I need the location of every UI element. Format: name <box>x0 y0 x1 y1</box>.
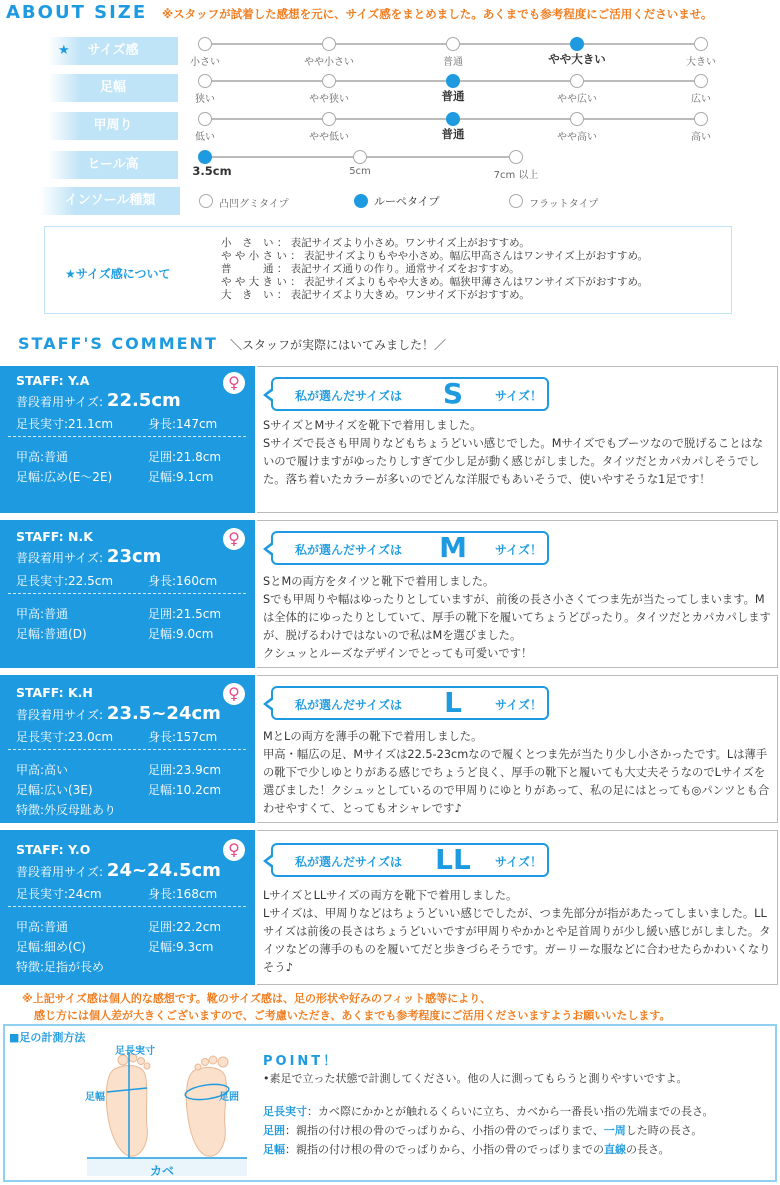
staff-name: STAFF: Y.O <box>16 842 91 857</box>
height: 身長:147cm <box>148 417 218 431</box>
female-icon: ♀ <box>223 372 245 394</box>
chosen-size: M <box>439 531 467 564</box>
usual-size: 普段着用サイズ: 23.5~24cm <box>16 703 221 724</box>
point-text: •素足で立った状態で計測してください。他の人に測ってもらうと測りやすいですよ。 <box>263 1072 688 1085</box>
row-label-instep: 甲周り <box>48 112 178 140</box>
point-title: POINT！ <box>263 1054 340 1069</box>
chosen-size: LL <box>435 843 471 876</box>
scale-dot-selected <box>446 112 460 126</box>
insole-option-dot <box>199 194 213 208</box>
height: 身長:160cm <box>148 574 218 588</box>
chosen-size-bubble: 私が選んだサイズは S サイズ！ <box>271 377 549 411</box>
row-label-size: ★ サイズ感 <box>48 37 178 65</box>
staff-comment-title: STAFF'S COMMENT <box>18 334 218 353</box>
disclaimer: ※上記サイズ感は個人的な感想です。靴のサイズ感は、足の形状や好みのフィット感等により、 感じ方には個人差が大きくございますので、ご考慮いただき、あくまでも参考程度にご活用くださいますようお願いいたします。 <box>22 992 671 1022</box>
foot-width-label: 足幅 <box>85 1092 105 1103</box>
scale-dot <box>446 37 460 51</box>
legend-line: 普 通 ： 表記サイズ通りの作り。通常サイズをおすすめ。 <box>221 263 520 275</box>
scale-dot <box>570 112 584 126</box>
row-label-insole: インソール種類 <box>40 187 180 215</box>
scale-dot <box>570 74 584 88</box>
usual-size: 普段着用サイズ: 22.5cm <box>16 390 181 411</box>
insole-option-label-selected: ルーペタイプ <box>374 195 440 208</box>
measure-title: ■足の計測方法 <box>9 1031 86 1044</box>
divider <box>8 593 246 594</box>
chosen-size-bubble: 私が選んだサイズは L サイズ！ <box>271 686 549 720</box>
scale-dot <box>322 37 336 51</box>
divider <box>8 906 246 907</box>
chosen-size-bubble: 私が選んだサイズは M サイズ！ <box>271 531 549 565</box>
scale-dot <box>694 37 708 51</box>
tick-label: 低い <box>195 132 215 143</box>
foot-length: 足長実寸:23.0cm <box>16 730 114 744</box>
female-icon: ♀ <box>223 839 245 861</box>
divider <box>8 436 246 437</box>
staff-card-3: STAFF: K.H ♀ 普段着用サイズ: 23.5~24cm 足長実寸:23.0cm 身長:157cm 甲高:高い 足囲:23.9cm 足幅:広い(3E) 足幅:10.2cm 特徴:外反母趾あり <box>0 675 255 823</box>
staff-comment-3 <box>257 675 778 823</box>
height: 身長:168cm <box>148 887 218 901</box>
tick-label: 広い <box>691 94 711 105</box>
scale-dot <box>694 74 708 88</box>
tick-label: やや狭い <box>309 94 349 105</box>
scale-dot-selected <box>446 74 460 88</box>
tick-label-selected: 普通 <box>441 127 465 141</box>
scale-dot <box>353 150 367 164</box>
chosen-size-bubble: 私が選んだサイズは LL サイズ！ <box>271 843 549 877</box>
chosen-size: L <box>444 686 462 719</box>
scale-dot-selected <box>570 37 584 51</box>
foot-length: 足長実寸:22.5cm <box>16 574 114 588</box>
legend-label: ★サイズ感について <box>65 267 171 281</box>
staff-card-1: STAFF: Y.A ♀ 普段着用サイズ: 22.5cm 足長実寸:21.1cm 身長:147cm 甲高:普通 足囲:21.8cm 足幅:広め(E〜2E) 足幅:9.1cm <box>0 366 255 513</box>
foot-diagram <box>77 1040 257 1180</box>
scale-dot-selected <box>198 150 212 164</box>
female-icon: ♀ <box>223 528 245 550</box>
usual-size: 普段着用サイズ: 23cm <box>16 546 162 567</box>
scale-dot <box>694 112 708 126</box>
scale-dot <box>198 74 212 88</box>
tick-label: 7cm 以上 <box>493 170 539 181</box>
row-label-heel: ヒール高 <box>48 151 178 179</box>
tick-label: 狭い <box>195 94 215 105</box>
foot-right-shape <box>186 1068 226 1157</box>
star-icon: ★ <box>58 43 70 58</box>
tick-label: やや高い <box>557 132 597 143</box>
chosen-size: S <box>442 377 464 410</box>
tick-label: 5cm <box>349 166 371 177</box>
about-size-title: ABOUT SIZE <box>6 2 148 23</box>
staff-name: STAFF: N.K <box>16 529 93 544</box>
comment-text: LサイズとLLサイズの両方を靴下で着用しました。 Lサイズは、甲周りなどはちょうどいい感じでしたが、つま先部分が指があたってしまいました。LLサイズは前後の長さはちょうどいいですが甲周りやかかとや足首周りが少し緩い感じがしました。タイツなどの薄手のものを履いてだと歩きづらそうです。ガーリーな服などに合わせたらかわいくなりそう♪ <box>263 889 771 974</box>
legend-line: や や 小 さ い ： 表記サイズよりもやや小さめ。幅広甲高さんはワンサイズ上がおすすめ。 <box>221 250 649 262</box>
wall-label: カベ <box>150 1164 175 1178</box>
legend-line: 小 さ い ： 表記サイズより小さめ。ワンサイズ上がおすすめ。 <box>221 237 530 249</box>
tick-label: やや広い <box>557 94 597 105</box>
staff-card-4: STAFF: Y.O ♀ 普段着用サイズ: 24~24.5cm 足長実寸:24cm 身長:168cm 甲高:普通 足囲:22.2cm 足幅:細め(C) 足幅:9.3cm 特徴:足指が長め <box>0 830 255 985</box>
def-foot-girth: 足囲：親指の付け根の骨のでっぱりから、小指の骨のでっぱりまで、一周した時の長さ。 <box>263 1124 703 1137</box>
tick-label-selected: やや大きい <box>548 52 606 66</box>
foot-length: 足長実寸:24cm <box>16 887 102 901</box>
staff-comment-4 <box>257 830 778 985</box>
row-label-width: 足幅 <box>48 74 178 102</box>
insole-option-dot <box>509 194 523 208</box>
legend-lines <box>221 237 648 302</box>
tick-label: やや低い <box>309 132 349 143</box>
tick-label: やや小さい <box>304 57 354 68</box>
foot-length-label: 足長実寸 <box>115 1046 155 1057</box>
tick-label-selected: 普通 <box>441 89 465 103</box>
comment-text: MとLの両方を薄手の靴下で着用しました。 甲高・幅広の足、Mサイズは22.5-23cmなので履くとつま先が当たり少し小さかったです。Lは薄手の靴下で少しゆとりがある感じでちょうど良く、厚手の靴下と履いても大丈夫そうなのでLサイズを選びました！クシュッとしているので甲周りにゆとりがあって、私の足にはとっても◎パンツとも合わせやすくて、とってもオシャレです♪ <box>263 730 770 815</box>
female-icon: ♀ <box>223 683 245 705</box>
def-foot-length: 足長実寸：カベ際にかかとが触れるくらいに立ち、カベから一番長い指の先端までの長さ。 <box>263 1105 714 1118</box>
tick-label: 小さい <box>190 57 220 68</box>
height: 身長:157cm <box>148 730 218 744</box>
def-foot-width: 足幅：親指の付け根の骨のでっぱりから、小指の骨のでっぱりまでの直線の長さ。 <box>263 1143 670 1156</box>
insole-option-label: 凸凹グミタイプ <box>219 199 289 210</box>
staff-card-2: STAFF: N.K ♀ 普段着用サイズ: 23cm 足長実寸:22.5cm 身長:160cm 甲高:普通 足囲:21.5cm 足幅:普通(D) 足幅:9.0cm <box>0 520 255 668</box>
scale-dot <box>322 112 336 126</box>
scale-dot <box>509 150 523 164</box>
staff-name: STAFF: K.H <box>16 685 93 700</box>
measure-box <box>3 1024 777 1182</box>
legend-line: 大 き い ： 表記サイズより大きめ。ワンサイズ下がおすすめ。 <box>221 289 530 301</box>
staff-comment-1 <box>257 366 778 513</box>
divider <box>8 749 246 750</box>
tick-label: 高い <box>691 132 711 143</box>
measure-definitions <box>263 1102 714 1159</box>
about-size-notice: ※スタッフが試着した感想を元に、サイズ感をまとめました。あくまでも参考程度にご活用くださいませ。 <box>162 7 713 21</box>
staff-name: STAFF: Y.A <box>16 373 90 388</box>
insole-option-label: フラットタイプ <box>529 199 599 210</box>
tick-label: 大きい <box>686 57 716 68</box>
scale-dot <box>322 74 336 88</box>
foot-girth-label: 足囲 <box>219 1092 239 1103</box>
comment-text: SとMの両方をタイツと靴下で着用しました。 Sでも甲周りや幅はゆったりとしていますが、前後の長さ小さくてつま先が当たってしまいます。Mは全体的にゆったりとしていて、厚手の靴下を履いてちょうどぴったり。タイツだとカパカパしますが、脱げるわけではないので私はMを選びました。 クシュッとルーズなデザインでとっても可愛いです！ <box>263 575 771 660</box>
size-legend-box <box>44 226 732 314</box>
scale-dot <box>198 112 212 126</box>
usual-size: 普段着用サイズ: 24~24.5cm <box>16 860 221 881</box>
insole-option-dot-selected <box>354 194 368 208</box>
foot-length: 足長実寸:21.1cm <box>16 417 114 431</box>
legend-line: や や 大 き い ： 表記サイズよりもやや大きめ。幅狭甲薄さんはワンサイズ下がおすすめ。 <box>221 276 649 288</box>
scale-dot <box>198 37 212 51</box>
foot-left-shape <box>106 1066 147 1157</box>
comment-text: SサイズとMサイズを靴下で着用しました。 Sサイズで長さも甲周りなどもちょうどいい感じでした。Mサイズでもブーツなので脱げることはないので履けますがゆったりしすぎて少し足が動く感じがしました。タイツだとカパカパしそうでした。落ち着いたカラーが多いのでどんな洋服でもあいそうで、使いやすそうな1足です！ <box>263 419 764 486</box>
staff-comment-2 <box>257 520 778 668</box>
tick-label-selected: 3.5cm <box>192 164 232 178</box>
staff-comment-subtitle: ＼スタッフが実際にはいてみました！／ <box>230 338 447 352</box>
tick-label: 普通 <box>443 57 463 68</box>
